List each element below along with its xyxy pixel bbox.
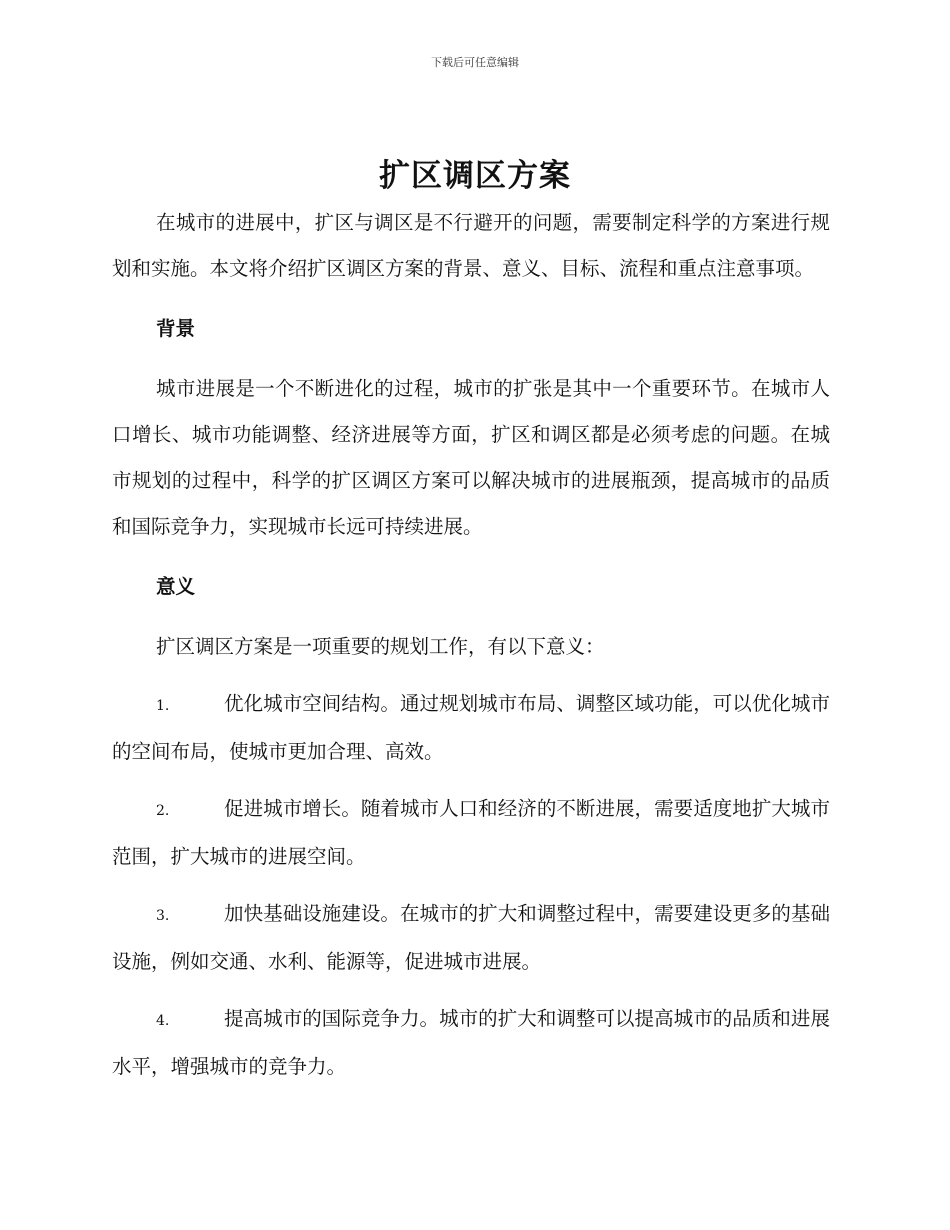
list-item-text: 加快基础设施建设。在城市的扩大和调整过程中，需要建设更多的基础设施，例如交通、水利、能源等，促进城市进展。 bbox=[112, 902, 830, 973]
list-item-text: 优化城市空间结构。通过规划城市布局、调整区域功能，可以优化城市的空间布局，使城市更加合理、高效。 bbox=[112, 692, 830, 763]
background-paragraph: 城市进展是一个不断进化的过程，城市的扩张是其中一个重要环节。在城市人口增长、城市功能调整、经济进展等方面，扩区和调区都是必须考虑的问题。在城市规划的过程中，科学的扩区调区方案可以解决城市的进展瓶颈，提高城市的品质和国际竞争力，实现城市长远可持续进展。 bbox=[112, 377, 830, 538]
list-item-number: 4. bbox=[156, 1013, 170, 1029]
list-item bbox=[112, 786, 830, 880]
page-header: 下载后可任意编辑 bbox=[431, 56, 519, 69]
list-item bbox=[112, 891, 830, 985]
list-item-text: 促进城市增长。随着城市人口和经济的不断进展，需要适度地扩大城市范围，扩大城市的进展空间。 bbox=[112, 797, 830, 868]
list-item-number: 1. bbox=[156, 698, 170, 714]
list-item bbox=[112, 996, 830, 1090]
document-title: 扩区调区方案 bbox=[379, 158, 571, 194]
significance-lead bbox=[112, 624, 830, 670]
document-body bbox=[112, 200, 830, 1090]
intro-paragraph: 在城市的进展中，扩区与调区是不行避开的问题，需要制定科学的方案进行规划和实施。本文将介绍扩区调区方案的背景、意义、目标、流程和重点注意事项。 bbox=[112, 211, 830, 280]
list-item-text: 提高城市的国际竞争力。城市的扩大和调整可以提高城市的品质和进展水平，增强城市的竞争力。 bbox=[112, 1007, 830, 1078]
list-item-number: 2. bbox=[156, 803, 170, 819]
list-item-number: 3. bbox=[156, 908, 170, 924]
significance-lead-text: 扩区调区方案是一项重要的规划工作，有以下意义： bbox=[156, 635, 605, 658]
list-item bbox=[112, 681, 830, 775]
section-heading-significance: 意义 bbox=[156, 575, 196, 598]
section-heading-background: 背景 bbox=[156, 317, 196, 340]
